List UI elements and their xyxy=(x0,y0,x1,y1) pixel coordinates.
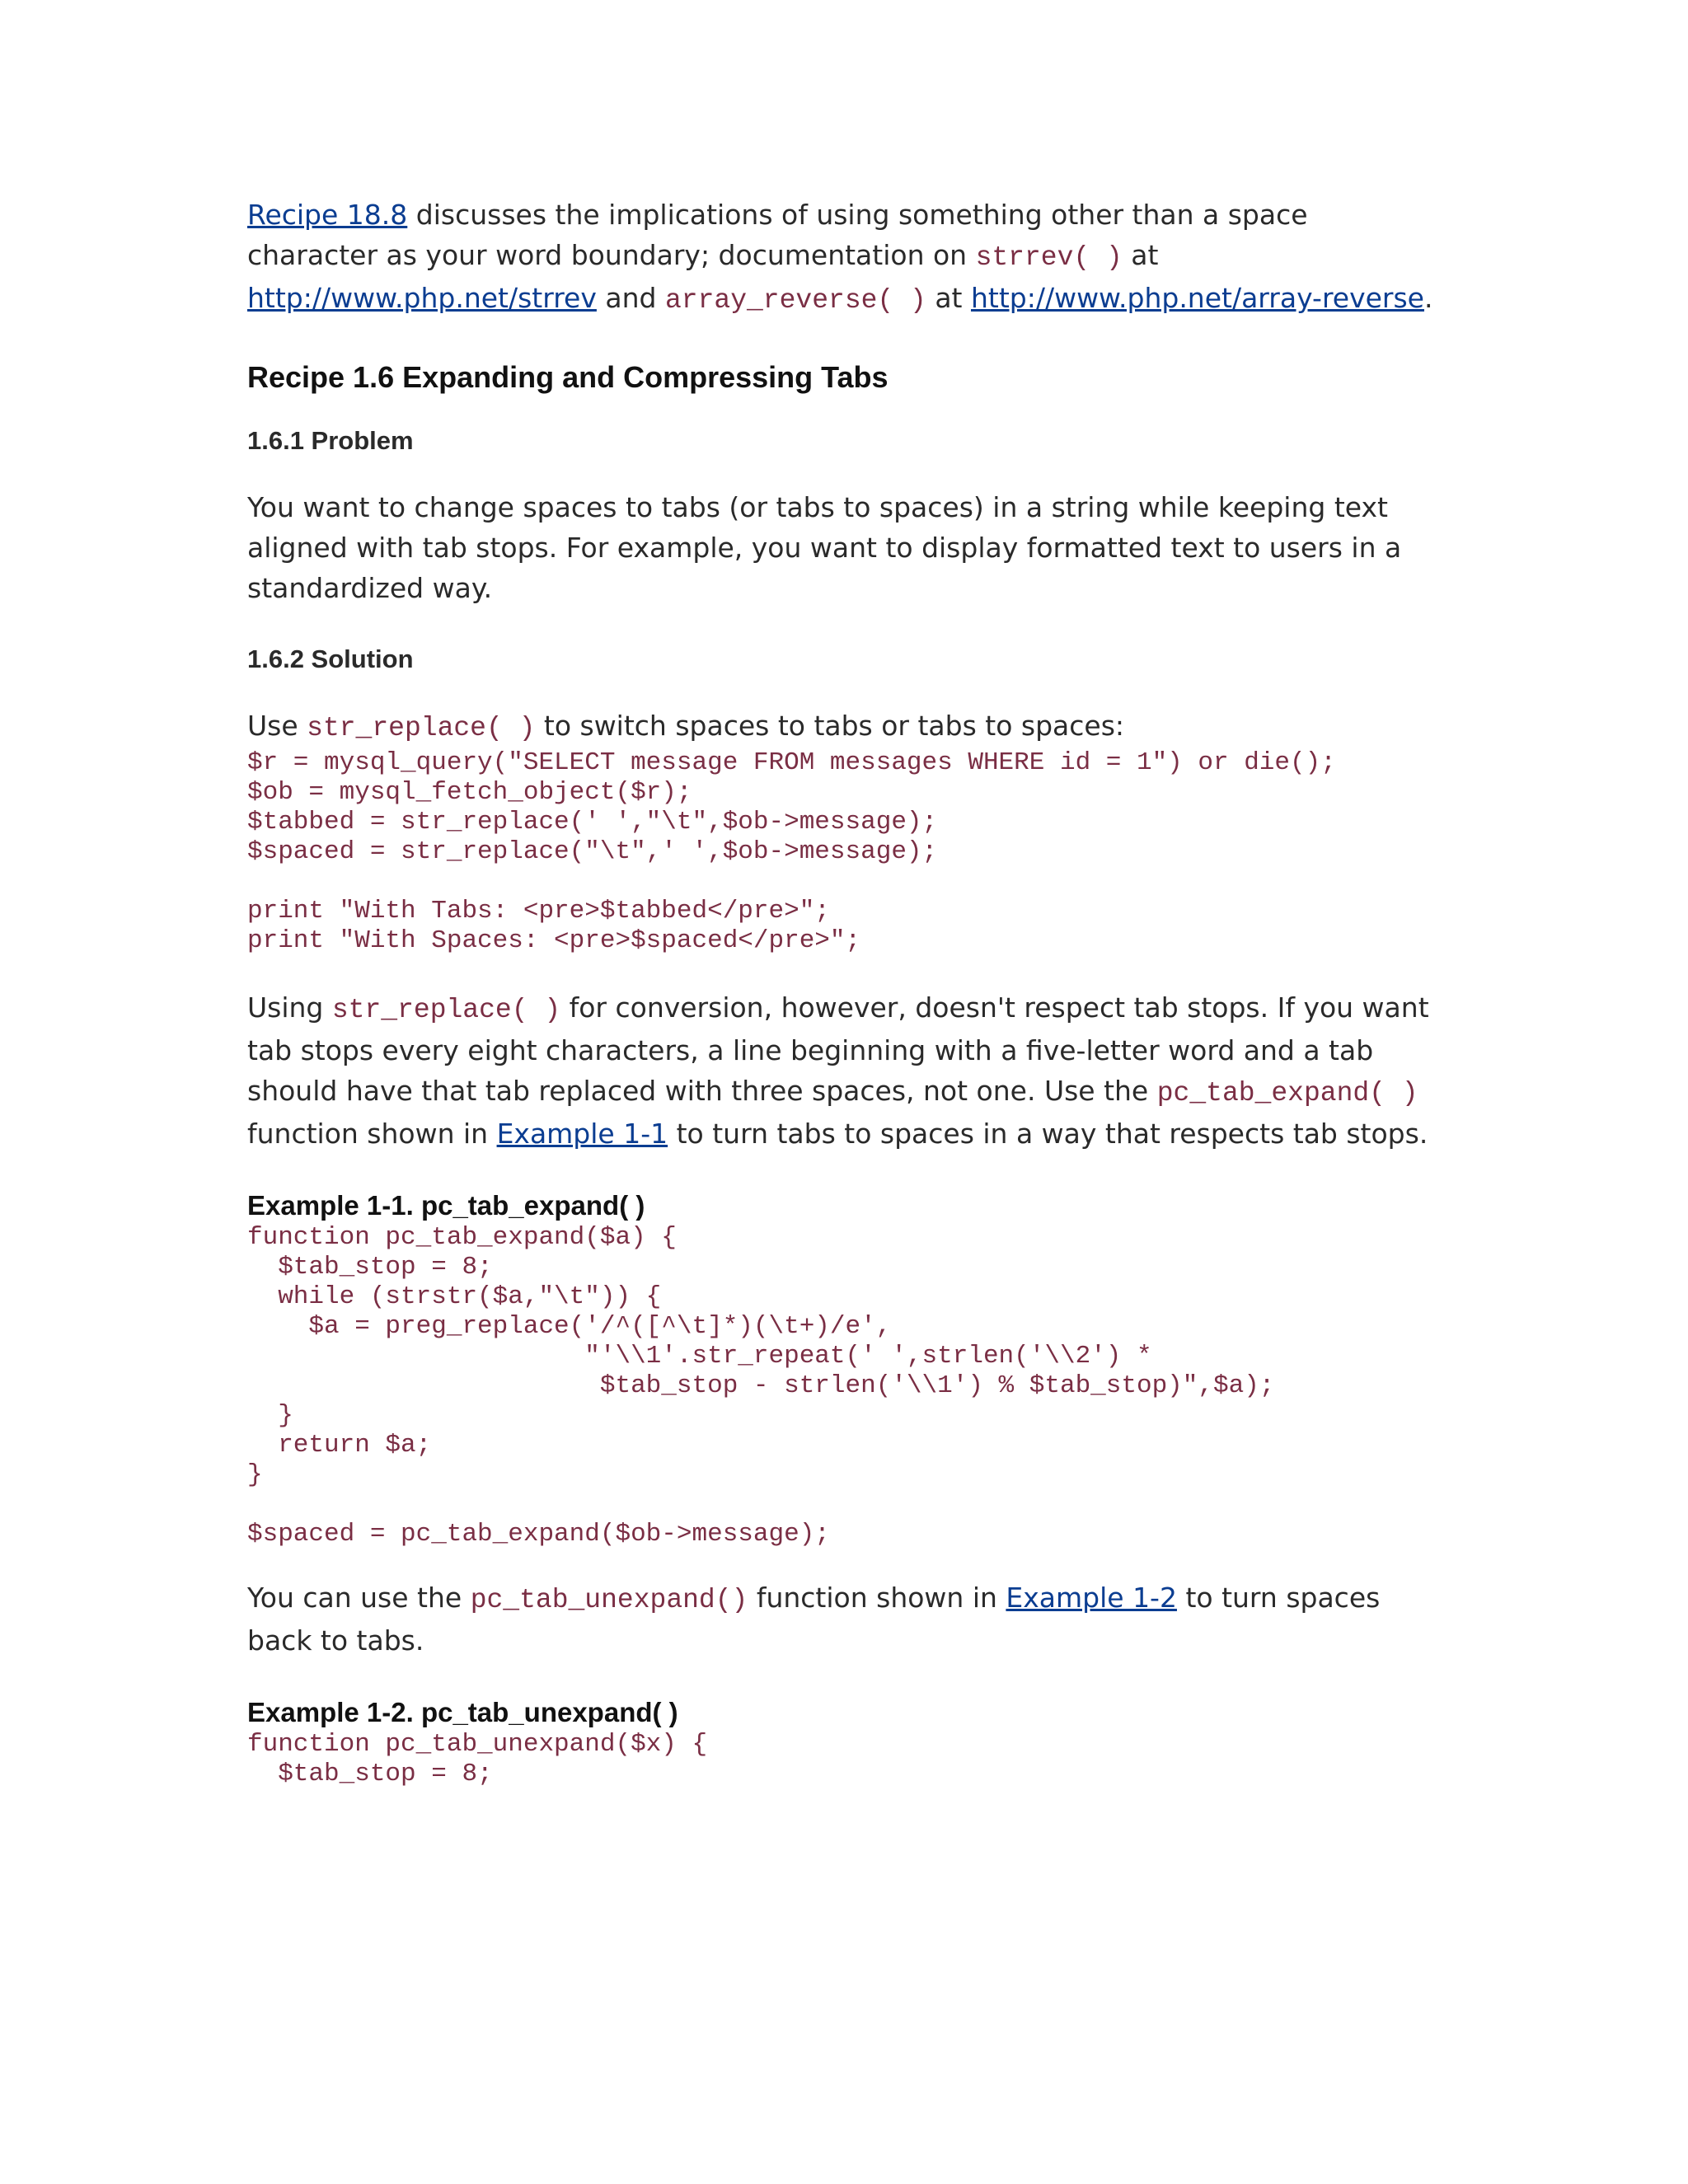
intro-text-4: at xyxy=(926,282,971,314)
recipe-18-8-link[interactable]: Recipe 18.8 xyxy=(247,199,408,231)
unexpand-text-3: to turn spaces back to tabs. xyxy=(247,1582,1381,1657)
strrev-doc-link[interactable]: http://www.php.net/strrev xyxy=(247,282,597,314)
example-1-1-link[interactable]: Example 1-1 xyxy=(496,1118,668,1150)
intro-paragraph xyxy=(247,194,1442,321)
array-reverse-code: array_reverse( ) xyxy=(664,285,926,316)
example-1-2-heading: Example 1-2. pc_tab_unexpand( ) xyxy=(247,1697,678,1727)
problem-heading: 1.6.1 Problem xyxy=(247,426,414,455)
using-text-2: for conversion, however, doesn't respect tab stops. If you want tab stops every eight characters, a line beginning with a five-letter word and a tab should have that tab replaced with three spaces, not one. Use the xyxy=(247,991,1429,1107)
example-1-1-heading: Example 1-1. pc_tab_expand( ) xyxy=(247,1190,645,1221)
example-1-2-code-block: function pc_tab_unexpand($x) { $tab_stop = 8; xyxy=(247,1730,708,1788)
intro-text-3: and xyxy=(596,282,665,314)
solution-text-2: to switch spaces to tabs or tabs to spaces: xyxy=(535,710,1125,742)
intro-text-2: at xyxy=(1122,239,1159,271)
pc-tab-unexpand-code: pc_tab_unexpand() xyxy=(470,1585,748,1615)
solution-heading: 1.6.2 Solution xyxy=(247,644,414,673)
unexpand-text-1: You can use the xyxy=(247,1582,471,1614)
problem-paragraph: You want to change spaces to tabs (or tabs to spaces) in a string while keeping text aligned with tab stops. For example, you want to display formatted text to users in a standardized way. xyxy=(247,491,1402,604)
using-text-4: to turn tabs to spaces in a way that respects tab stops. xyxy=(668,1118,1428,1150)
pc-tab-expand-code: pc_tab_expand( ) xyxy=(1156,1078,1418,1108)
intro-text-5: . xyxy=(1423,282,1433,314)
example-1-2-link[interactable]: Example 1-2 xyxy=(1006,1582,1177,1614)
using-text-1: Using xyxy=(247,991,332,1024)
recipe-heading: Recipe 1.6 Expanding and Compressing Tabs xyxy=(247,360,889,394)
example-1-1-code-block: function pc_tab_expand($a) { $tab_stop = 8; while (strstr($a,"\t")) { $a = preg_replace('/^([^\t]*)(\t+)/e', "'\\1'.str_repeat(' ',strlen('\\2') * $tab_stop - strlen('\\1') % $tab_stop)",$a); } return $a; } $spaced = pc_tab_expand($ob->message); xyxy=(247,1223,1275,1549)
unexpand-text-2: function shown in xyxy=(748,1582,1006,1614)
solution-text-1: Use xyxy=(247,710,307,742)
array-reverse-doc-link[interactable]: http://www.php.net/array-reverse xyxy=(970,282,1424,314)
strrev-code: strrev( ) xyxy=(975,242,1123,273)
solution-paragraph xyxy=(247,705,1442,748)
using-text-3: function shown in xyxy=(247,1118,497,1150)
str-replace-code-2: str_replace( ) xyxy=(331,995,561,1025)
unexpand-paragraph xyxy=(247,1577,1442,1661)
solution-code-block: $r = mysql_query("SELECT message FROM messages WHERE id = 1") or die(); $ob = mysql_fetch_object($r); $tabbed = str_replace(' ',"\t",$ob->message); $spaced = str_replace("\t",' ',$ob->message); print "With Tabs: <pre>$tabbed</pre>"; print "With Spaces: <pre>$spaced</pre>"; xyxy=(247,748,1336,955)
using-paragraph xyxy=(247,987,1442,1154)
str-replace-code: str_replace( ) xyxy=(307,713,536,743)
intro-text-1: discusses the implications of using something other than a space character as your word boundary; documentation on xyxy=(247,199,1308,271)
document-page xyxy=(247,194,1442,1789)
